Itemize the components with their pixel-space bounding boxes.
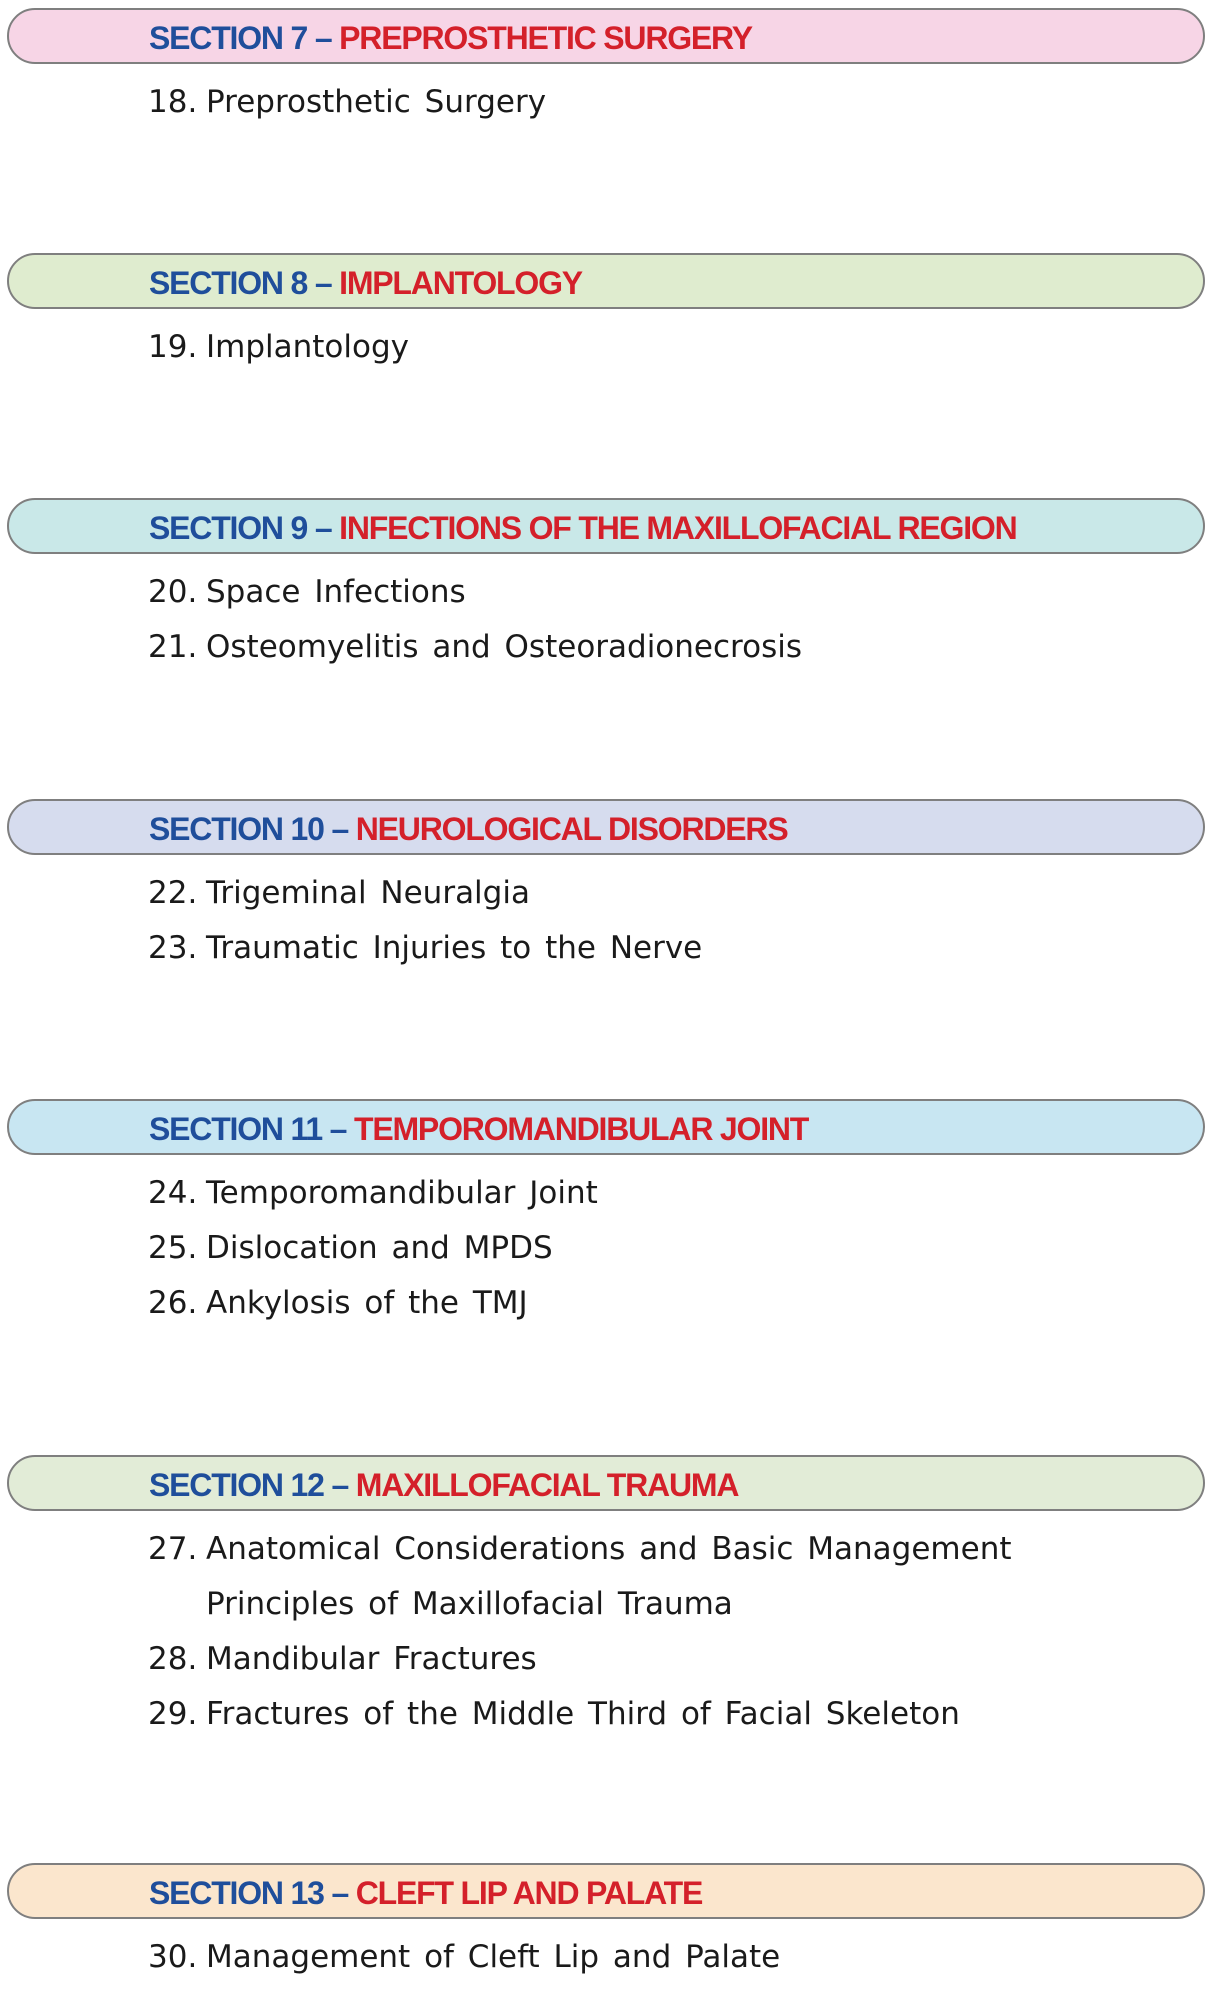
section-title [149, 801, 787, 857]
chapter-entry [148, 1687, 960, 1742]
section-number: SECTION 10 [149, 811, 324, 847]
chapter-number: 27. [148, 1531, 198, 1567]
section-header [7, 1455, 1205, 1511]
chapter-number: 29. [148, 1696, 198, 1732]
section-title [149, 1101, 808, 1157]
chapter-number: 25. [148, 1230, 198, 1266]
section-number: SECTION 11 [149, 1111, 322, 1147]
chapter-number: 24. [148, 1175, 198, 1211]
section-name: CLEFT LIP AND PALATE [355, 1875, 703, 1911]
section-dash: – [331, 811, 349, 847]
chapter-entry [148, 1166, 598, 1221]
chapter-number: 23. [148, 930, 198, 966]
chapter-entry [148, 1221, 553, 1276]
section-number: SECTION 8 [149, 265, 308, 301]
chapter-number: 18. [148, 84, 198, 120]
section-header [7, 1863, 1205, 1919]
chapter-number: 28. [148, 1641, 198, 1677]
chapter-title: Preprosthetic Surgery [206, 84, 547, 120]
chapter-number: 30. [148, 1939, 198, 1975]
chapter-title: Mandibular Fractures [206, 1641, 537, 1677]
section-title [149, 500, 1017, 556]
section-name: PREPROSTHETIC SURGERY [339, 20, 752, 56]
chapter-entry [148, 75, 546, 130]
section-name: MAXILLOFACIAL TRAUMA [355, 1467, 739, 1503]
chapter-number: 20. [148, 574, 198, 610]
chapter-title: Traumatic Injuries to the Nerve [206, 930, 703, 966]
section-dash: – [314, 20, 332, 56]
chapter-entry [148, 620, 802, 675]
section-dash: – [314, 265, 332, 301]
section-dash: – [331, 1467, 349, 1503]
section-number: SECTION 7 [149, 20, 308, 56]
section-number: SECTION 12 [149, 1467, 324, 1503]
chapter-entry [148, 1930, 780, 1985]
chapter-entry [148, 565, 466, 620]
section-header [7, 8, 1205, 64]
chapter-title: Osteomyelitis and Osteoradionecrosis [206, 629, 802, 665]
chapter-title-continuation: Principles of Maxillofacial Trauma [206, 1586, 733, 1622]
chapter-number: 22. [148, 875, 198, 911]
chapter-title: Fractures of the Middle Third of Facial Skeleton [206, 1696, 960, 1732]
chapter-title: Space Infections [206, 574, 466, 610]
section-header [7, 1099, 1205, 1155]
section-name: INFECTIONS OF THE MAXILLOFACIAL REGION [339, 510, 1017, 546]
section-name: NEUROLOGICAL DISORDERS [355, 811, 788, 847]
section-header [7, 799, 1205, 855]
section-header [7, 498, 1205, 554]
chapter-title: Implantology [206, 329, 409, 365]
section-number: SECTION 9 [149, 510, 308, 546]
section-header [7, 253, 1205, 309]
section-name: TEMPOROMANDIBULAR JOINT [353, 1111, 809, 1147]
chapter-number: 19. [148, 329, 198, 365]
chapter-entry [148, 1276, 528, 1331]
chapter-title: Dislocation and MPDS [206, 1230, 553, 1266]
chapter-title: Anatomical Considerations and Basic Management [206, 1531, 1012, 1567]
section-dash: – [331, 1875, 349, 1911]
section-title [149, 255, 582, 311]
section-number: SECTION 13 [149, 1875, 324, 1911]
chapter-number: 21. [148, 629, 198, 665]
chapter-entry [148, 921, 702, 976]
section-title [149, 1865, 702, 1921]
section-title [149, 10, 752, 66]
chapter-entry [148, 320, 409, 375]
chapter-title: Temporomandibular Joint [206, 1175, 598, 1211]
chapter-entry [148, 1522, 1012, 1632]
section-dash: – [314, 510, 332, 546]
section-name: IMPLANTOLOGY [339, 265, 582, 301]
chapter-entry [148, 866, 530, 921]
chapter-title: Trigeminal Neuralgia [206, 875, 530, 911]
section-dash: – [329, 1111, 347, 1147]
chapter-title: Management of Cleft Lip and Palate [206, 1939, 781, 1975]
chapter-entry [148, 1632, 537, 1687]
chapter-title: Ankylosis of the TMJ [206, 1285, 528, 1321]
chapter-number: 26. [148, 1285, 198, 1321]
section-title [149, 1457, 738, 1513]
